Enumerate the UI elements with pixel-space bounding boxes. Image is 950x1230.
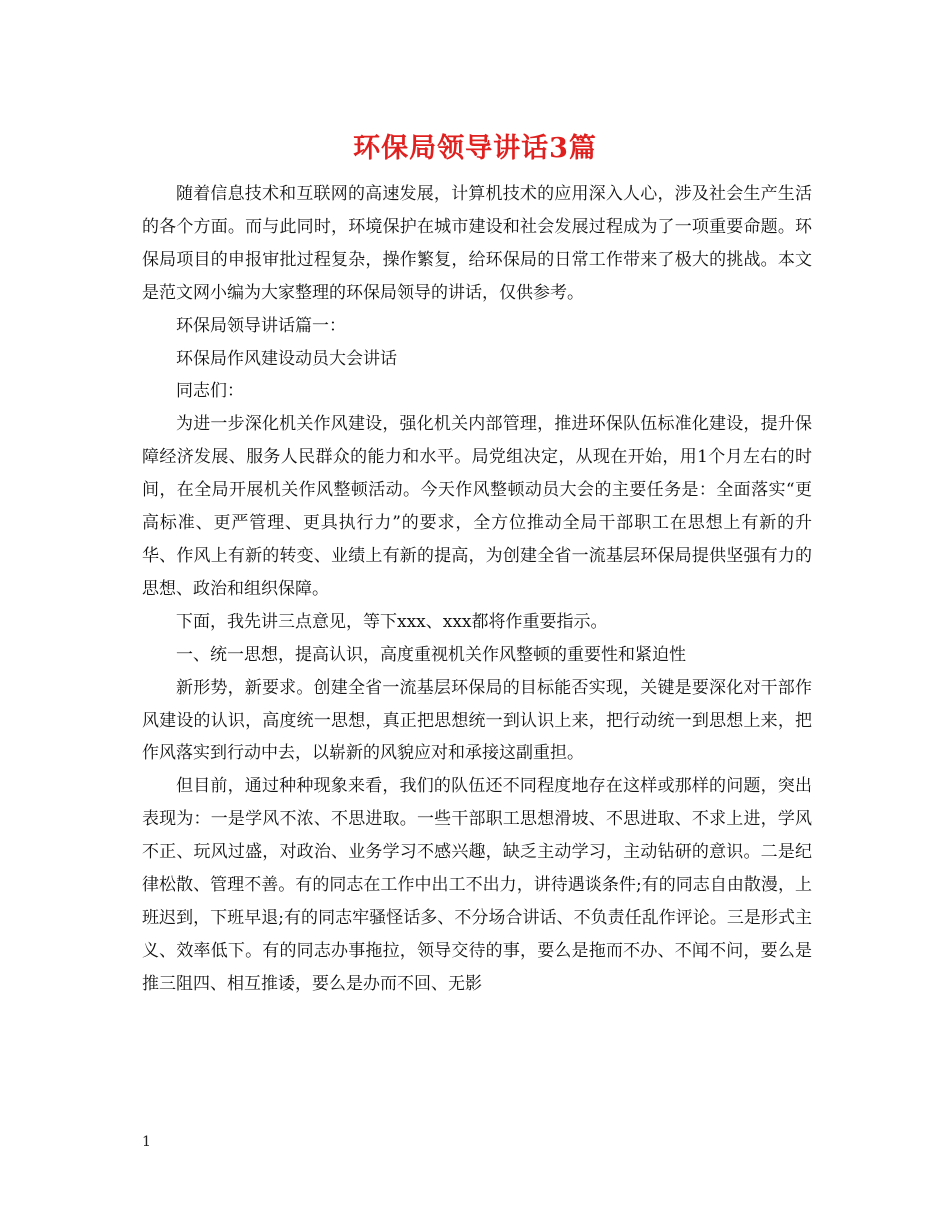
paragraph-new-situation: 新形势，新要求。创建全省一流基层环保局的目标能否实现，关键是要深化对干部作风建设的认识，高度统一思想，真正把思想统一到认识上来，把行动统一到思想上来，把作风落实到行动中去，以崭新的风貌应对和承接这副重担。 <box>142 677 812 764</box>
paragraph-problems: 但目前，通过种种现象来看，我们的队伍还不同程度地存在这样或那样的问题，突出表现为：一是学风不浓、不思进取。一些干部职工思想滑坡、不思进取、不求上进，学风不正、玩风过盛，对政治、业务学习不感兴趣，缺乏主动学习，主动钻研的意识。二是纪律松散、管理不善。有的同志在工作中出工不出力，讲待遇谈条件;有的同志自由散漫，上班迟到，下班早退;有的同志牢骚怪话多、不分场合讲话、不负责任乱作评论。三是形式主义、效率低下。有的同志办事拖拉，领导交待的事，要么是拖而不办、不闻不问，要么是推三阻四、相互推诿，要么是办而不回、无影 <box>142 776 812 994</box>
page-number: 1 <box>142 1134 151 1150</box>
paragraph-outline: 下面，我先讲三点意见，等下xxx、xxx都将作重要指示。 <box>176 611 608 632</box>
paragraph-intro: 随着信息技术和互联网的高速发展，计算机技术的应用深入人心，涉及社会生产生活的各个方面。而与此同时，环境保护在城市建设和社会发展过程成为了一项重要命题。环保局项目的申报审批过程复杂，操作繁复，给环保局的日常工作带来了极大的挑战。本文是范文网小编为大家整理的环保局领导的讲话，仅供参考。 <box>142 184 812 303</box>
paragraph-section-heading: 环保局领导讲话篇一： <box>176 315 346 336</box>
paragraph-salutation: 同志们： <box>176 381 244 402</box>
document-body <box>142 178 812 1001</box>
document-title: 环保局领导讲话3篇 <box>353 133 597 164</box>
paragraph-point-one-heading: 一、统一思想，提高认识，高度重视机关作风整顿的重要性和紧迫性 <box>176 644 686 665</box>
paragraph-purpose: 为进一步深化机关作风建设，强化机关内部管理，推进环保队伍标准化建设，提升保障经济发展、服务人民群众的能力和水平。局党组决定，从现在开始，用1个月左右的时间，在全局开展机关作风整顿活动。今天作风整顿动员大会的主要任务是：全面落实“更高标准、更严管理、更具执行力”的要求，全方位推动全局干部职工在思想上有新的升华、作风上有新的转变、业绩上有新的提高，为创建全省一流基层环保局提供坚强有力的思想、政治和组织保障。 <box>142 414 812 599</box>
paragraph-speech-title: 环保局作风建设动员大会讲话 <box>176 348 397 369</box>
